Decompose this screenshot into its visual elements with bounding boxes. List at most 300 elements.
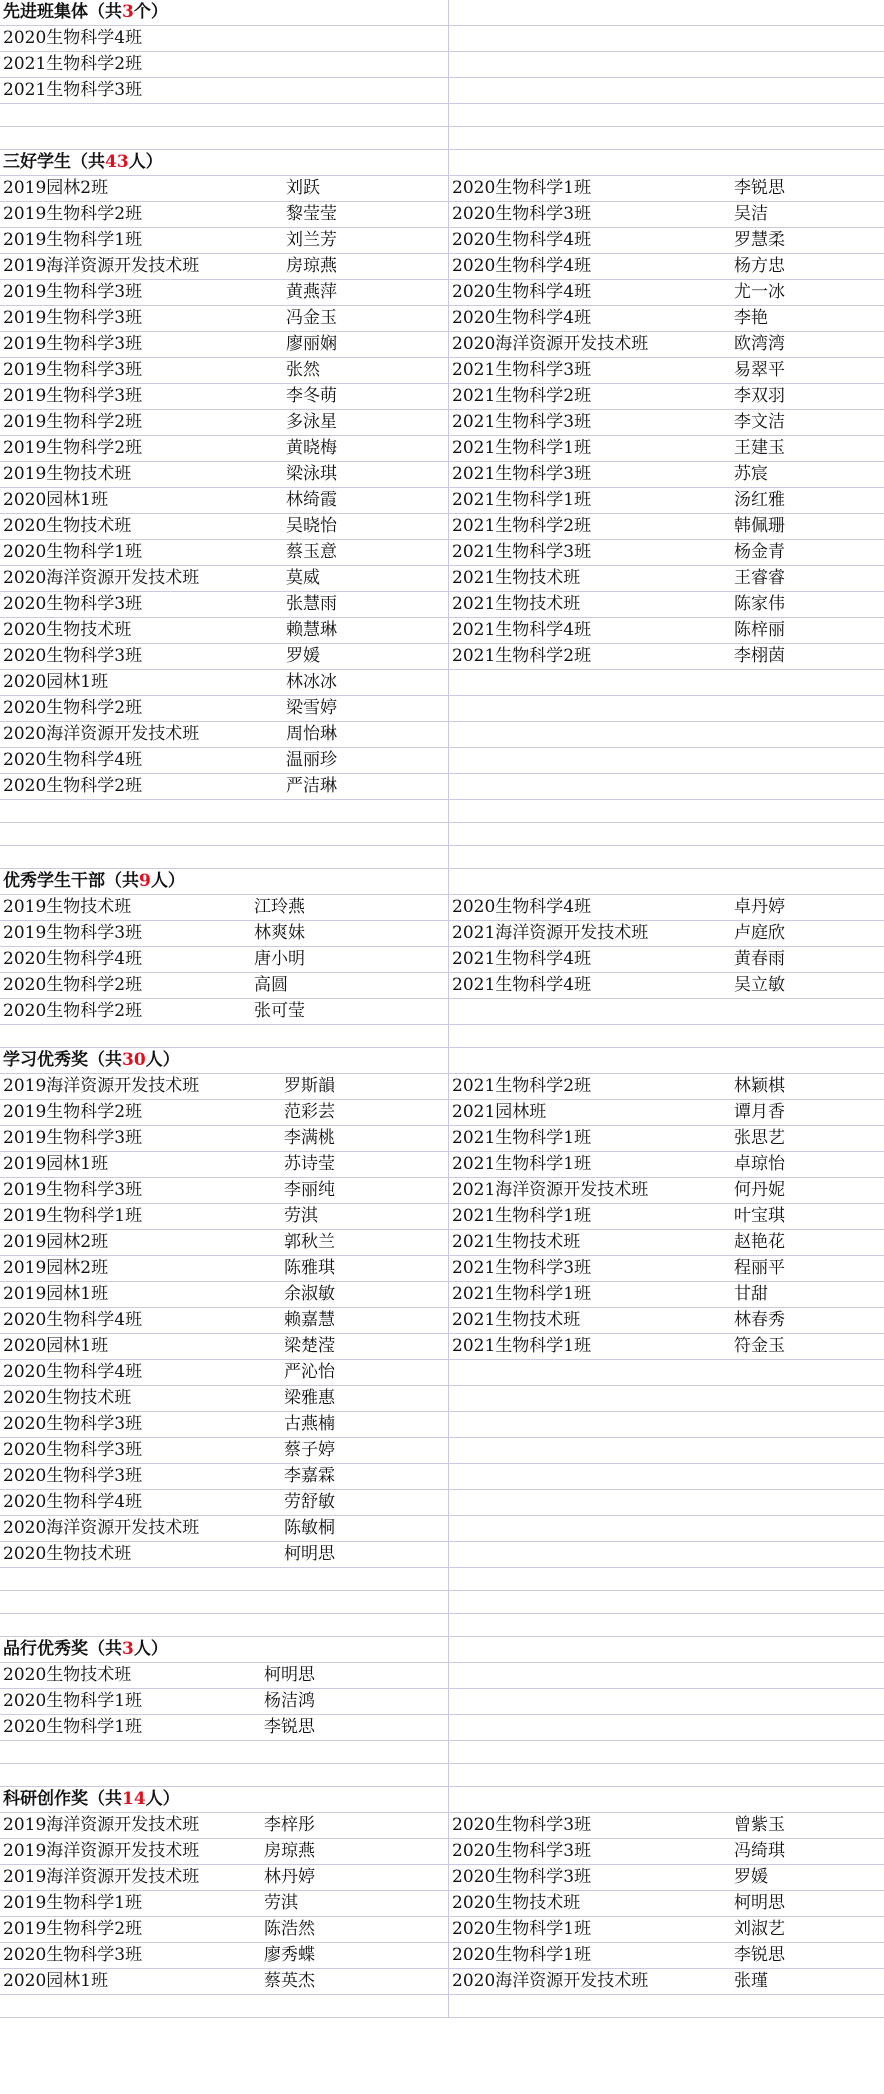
heading-text: 人） bbox=[128, 152, 163, 172]
student-name-cell: 李艳 bbox=[734, 308, 768, 328]
section-title-advanced-class bbox=[3, 0, 168, 25]
class-name-cell: 2019生物科学3班 bbox=[3, 360, 143, 380]
class-name-cell: 2019生物科学2班 bbox=[3, 1102, 143, 1122]
student-name-cell: 吴晓怡 bbox=[286, 516, 337, 536]
student-name-cell: 梁雪婷 bbox=[286, 698, 337, 718]
class-name-cell: 2020海洋资源开发技术班 bbox=[3, 568, 200, 588]
sheet-row bbox=[0, 1204, 884, 1230]
student-name-cell: 房琼燕 bbox=[286, 256, 337, 276]
sheet-row bbox=[0, 1891, 884, 1917]
student-name-cell: 黄燕萍 bbox=[286, 282, 337, 302]
section-title-conduct-award bbox=[3, 1637, 168, 1662]
heading-count: 14 bbox=[122, 1789, 146, 1809]
student-name-cell: 王建玉 bbox=[734, 438, 785, 458]
class-name-cell: 2019园林2班 bbox=[3, 1258, 109, 1278]
class-name-cell: 2021生物科学3班 bbox=[452, 1258, 592, 1278]
sheet-row bbox=[0, 644, 884, 670]
class-name-cell: 2021生物科学3班 bbox=[452, 412, 592, 432]
class-name-cell: 2019海洋资源开发技术班 bbox=[3, 1867, 200, 1887]
heading-text: 优秀学生干部（共 bbox=[3, 871, 139, 891]
class-name-cell: 2019生物科学3班 bbox=[3, 1128, 143, 1148]
class-name-cell: 2019生物科学3班 bbox=[3, 334, 143, 354]
class-name-cell: 2020生物科学3班 bbox=[452, 1815, 592, 1835]
class-name-cell: 2021生物科学2班 bbox=[452, 1076, 592, 1096]
class-name-cell: 2020园林1班 bbox=[3, 1336, 109, 1356]
student-name-cell: 苏诗莹 bbox=[284, 1154, 335, 1174]
class-name-cell: 2020生物科学3班 bbox=[3, 594, 143, 614]
student-name-cell: 赖慧琳 bbox=[286, 620, 337, 640]
sheet-row bbox=[0, 78, 884, 104]
sheet-row bbox=[0, 1100, 884, 1126]
sheet-row bbox=[0, 999, 884, 1025]
class-name-cell: 2021生物科学3班 bbox=[452, 542, 592, 562]
class-name-cell: 2019生物技术班 bbox=[3, 464, 132, 484]
student-name-cell: 林冰冰 bbox=[286, 672, 337, 692]
class-name-cell: 2020生物科学4班 bbox=[452, 897, 592, 917]
class-name-cell: 2020生物技术班 bbox=[3, 1388, 132, 1408]
sheet-row bbox=[0, 26, 884, 52]
class-name-cell: 2020生物科学1班 bbox=[452, 178, 592, 198]
student-name-cell: 陈雅琪 bbox=[284, 1258, 335, 1278]
class-name-cell: 2020生物科学2班 bbox=[3, 776, 143, 796]
sheet-row bbox=[0, 1412, 884, 1438]
student-name-cell: 张慧雨 bbox=[286, 594, 337, 614]
sheet-row bbox=[0, 514, 884, 540]
class-name-cell: 2021生物科学1班 bbox=[452, 490, 592, 510]
student-name-cell: 刘淑艺 bbox=[734, 1919, 785, 1939]
student-name-cell: 赵艳花 bbox=[734, 1232, 785, 1252]
class-name-cell: 2020生物科学4班 bbox=[3, 28, 143, 48]
student-name-cell: 陈敏桐 bbox=[284, 1518, 335, 1538]
student-name-cell: 易翠平 bbox=[734, 360, 785, 380]
sheet-row bbox=[0, 1256, 884, 1282]
student-name-cell: 林爽妹 bbox=[254, 923, 305, 943]
student-name-cell: 劳舒敏 bbox=[284, 1492, 335, 1512]
student-name-cell: 柯明思 bbox=[284, 1544, 335, 1564]
class-name-cell: 2020生物科学1班 bbox=[3, 542, 143, 562]
student-name-cell: 罗媛 bbox=[734, 1867, 768, 1887]
student-name-cell: 江玲燕 bbox=[254, 897, 305, 917]
sheet-row bbox=[0, 921, 884, 947]
sheet-row bbox=[0, 176, 884, 202]
sheet-row bbox=[0, 1591, 884, 1614]
sheet-row bbox=[0, 1741, 884, 1764]
class-name-cell: 2019生物科学2班 bbox=[3, 1919, 143, 1939]
sheet-row bbox=[0, 722, 884, 748]
class-name-cell: 2020园林1班 bbox=[3, 1971, 109, 1991]
sheet-row bbox=[0, 670, 884, 696]
sheet-row bbox=[0, 1865, 884, 1891]
class-name-cell: 2021生物科学2班 bbox=[3, 54, 143, 74]
class-name-cell: 2019生物科学3班 bbox=[3, 308, 143, 328]
section-heading-row bbox=[0, 869, 884, 895]
sheet-row bbox=[0, 1360, 884, 1386]
student-name-cell: 罗媛 bbox=[286, 646, 320, 666]
sheet-row bbox=[0, 436, 884, 462]
class-name-cell: 2021生物科学3班 bbox=[3, 80, 143, 100]
section-heading-row bbox=[0, 1637, 884, 1663]
student-name-cell: 多泳星 bbox=[286, 412, 337, 432]
sheet-row bbox=[0, 1490, 884, 1516]
sheet-row bbox=[0, 202, 884, 228]
class-name-cell: 2021生物科学3班 bbox=[452, 464, 592, 484]
class-name-cell: 2019生物科学2班 bbox=[3, 412, 143, 432]
student-name-cell: 范彩芸 bbox=[284, 1102, 335, 1122]
sheet-row bbox=[0, 1839, 884, 1865]
sheet-row bbox=[0, 1663, 884, 1689]
student-name-cell: 杨金青 bbox=[734, 542, 785, 562]
student-name-cell: 苏宸 bbox=[734, 464, 768, 484]
sheet-row bbox=[0, 1230, 884, 1256]
student-name-cell: 张可莹 bbox=[254, 1001, 305, 1021]
student-name-cell: 温丽珍 bbox=[286, 750, 337, 770]
student-name-cell: 卓丹婷 bbox=[734, 897, 785, 917]
student-name-cell: 廖丽娴 bbox=[286, 334, 337, 354]
student-name-cell: 李丽纯 bbox=[284, 1180, 335, 1200]
sheet-row bbox=[0, 1689, 884, 1715]
student-name-cell: 甘甜 bbox=[734, 1284, 768, 1304]
sheet-row bbox=[0, 254, 884, 280]
sheet-row bbox=[0, 1614, 884, 1637]
student-name-cell: 蔡英杰 bbox=[264, 1971, 315, 1991]
class-name-cell: 2020生物科学1班 bbox=[3, 1691, 143, 1711]
class-name-cell: 2020海洋资源开发技术班 bbox=[3, 1518, 200, 1538]
class-name-cell: 2020生物科学4班 bbox=[452, 308, 592, 328]
class-name-cell: 2021生物技术班 bbox=[452, 568, 581, 588]
student-name-cell: 严沁怡 bbox=[284, 1362, 335, 1382]
sheet-row bbox=[0, 384, 884, 410]
class-name-cell: 2021生物科学4班 bbox=[452, 975, 592, 995]
class-name-cell: 2021生物科学1班 bbox=[452, 438, 592, 458]
sheet-row bbox=[0, 280, 884, 306]
heading-text: 人） bbox=[145, 1050, 180, 1070]
student-name-cell: 林绮霞 bbox=[286, 490, 337, 510]
sheet-row bbox=[0, 566, 884, 592]
class-name-cell: 2021生物科学2班 bbox=[452, 386, 592, 406]
student-name-cell: 黄晓梅 bbox=[286, 438, 337, 458]
student-name-cell: 冯绮琪 bbox=[734, 1841, 785, 1861]
sheet-row bbox=[0, 1178, 884, 1204]
student-name-cell: 李文洁 bbox=[734, 412, 785, 432]
heading-count: 30 bbox=[122, 1050, 146, 1070]
class-name-cell: 2020生物科学3班 bbox=[3, 1945, 143, 1965]
section-heading-row bbox=[0, 1048, 884, 1074]
sheet-row bbox=[0, 358, 884, 384]
class-name-cell: 2021生物科学4班 bbox=[452, 949, 592, 969]
student-name-cell: 林颖棋 bbox=[734, 1076, 785, 1096]
heading-text: 人） bbox=[145, 1789, 180, 1809]
class-name-cell: 2021生物科学1班 bbox=[452, 1336, 592, 1356]
student-name-cell: 劳淇 bbox=[264, 1893, 298, 1913]
class-name-cell: 2020生物科学4班 bbox=[3, 1362, 143, 1382]
student-name-cell: 李满桃 bbox=[284, 1128, 335, 1148]
class-name-cell: 2020生物科学2班 bbox=[3, 1001, 143, 1021]
student-name-cell: 符金玉 bbox=[734, 1336, 785, 1356]
sheet-row bbox=[0, 104, 884, 127]
student-name-cell: 冯金玉 bbox=[286, 308, 337, 328]
section-title-three-good-students bbox=[3, 150, 163, 175]
student-name-cell: 陈家伟 bbox=[734, 594, 785, 614]
class-name-cell: 2021生物科学1班 bbox=[452, 1206, 592, 1226]
heading-text: 科研创作奖（共 bbox=[3, 1789, 122, 1809]
student-name-cell: 黄春雨 bbox=[734, 949, 785, 969]
sheet-row bbox=[0, 1025, 884, 1048]
sheet-row bbox=[0, 696, 884, 722]
sheet-row bbox=[0, 618, 884, 644]
class-name-cell: 2019海洋资源开发技术班 bbox=[3, 1841, 200, 1861]
section-title-research-award bbox=[3, 1787, 180, 1812]
student-name-cell: 刘跃 bbox=[286, 178, 320, 198]
class-name-cell: 2020海洋资源开发技术班 bbox=[452, 334, 649, 354]
sheet-row bbox=[0, 895, 884, 921]
sheet-row bbox=[0, 462, 884, 488]
class-name-cell: 2020生物科学2班 bbox=[3, 698, 143, 718]
class-name-cell: 2020生物技术班 bbox=[3, 1665, 132, 1685]
student-name-cell: 黎莹莹 bbox=[286, 204, 337, 224]
student-name-cell: 卓琼怡 bbox=[734, 1154, 785, 1174]
class-name-cell: 2020生物科学3班 bbox=[452, 204, 592, 224]
student-name-cell: 李锐思 bbox=[734, 1945, 785, 1965]
student-name-cell: 张瑾 bbox=[734, 1971, 768, 1991]
heading-text: 人） bbox=[133, 1639, 168, 1659]
student-name-cell: 梁雅惠 bbox=[284, 1388, 335, 1408]
student-name-cell: 汤红雅 bbox=[734, 490, 785, 510]
class-name-cell: 2021海洋资源开发技术班 bbox=[452, 1180, 649, 1200]
student-name-cell: 陈梓丽 bbox=[734, 620, 785, 640]
class-name-cell: 2019生物科学1班 bbox=[3, 1206, 143, 1226]
student-name-cell: 莫威 bbox=[286, 568, 320, 588]
student-name-cell: 韩佩珊 bbox=[734, 516, 785, 536]
student-name-cell: 林春秀 bbox=[734, 1310, 785, 1330]
student-name-cell: 赖嘉慧 bbox=[284, 1310, 335, 1330]
sheet-row bbox=[0, 748, 884, 774]
sheet-row bbox=[0, 1386, 884, 1412]
student-name-cell: 廖秀蝶 bbox=[264, 1945, 315, 1965]
heading-text: 先进班集体（共 bbox=[3, 2, 122, 22]
class-name-cell: 2020海洋资源开发技术班 bbox=[452, 1971, 649, 1991]
class-name-cell: 2021园林班 bbox=[452, 1102, 547, 1122]
class-name-cell: 2020生物科学3班 bbox=[3, 1466, 143, 1486]
student-name-cell: 蔡玉意 bbox=[286, 542, 337, 562]
class-name-cell: 2020生物科学4班 bbox=[3, 750, 143, 770]
class-name-cell: 2021生物科学1班 bbox=[452, 1154, 592, 1174]
class-name-cell: 2020生物科学3班 bbox=[3, 1414, 143, 1434]
class-name-cell: 2020生物科学4班 bbox=[3, 1310, 143, 1330]
student-name-cell: 严洁琳 bbox=[286, 776, 337, 796]
student-name-cell: 叶宝琪 bbox=[734, 1206, 785, 1226]
sheet-row bbox=[0, 1969, 884, 1995]
class-name-cell: 2020生物科学1班 bbox=[452, 1945, 592, 1965]
class-name-cell: 2020生物技术班 bbox=[3, 620, 132, 640]
class-name-cell: 2020园林1班 bbox=[3, 672, 109, 692]
student-name-cell: 王睿睿 bbox=[734, 568, 785, 588]
sheet-row bbox=[0, 410, 884, 436]
student-name-cell: 劳淇 bbox=[284, 1206, 318, 1226]
class-name-cell: 2020生物科学3班 bbox=[3, 646, 143, 666]
class-name-cell: 2021海洋资源开发技术班 bbox=[452, 923, 649, 943]
class-name-cell: 2019生物科学1班 bbox=[3, 1893, 143, 1913]
student-name-cell: 柯明思 bbox=[264, 1665, 315, 1685]
class-name-cell: 2020生物科学3班 bbox=[452, 1867, 592, 1887]
sheet-row bbox=[0, 52, 884, 78]
class-name-cell: 2019园林1班 bbox=[3, 1284, 109, 1304]
class-name-cell: 2020生物科学1班 bbox=[452, 1919, 592, 1939]
class-name-cell: 2020生物科学4班 bbox=[452, 256, 592, 276]
sheet-row bbox=[0, 846, 884, 869]
class-name-cell: 2020生物科学1班 bbox=[3, 1717, 143, 1737]
student-name-cell: 欧湾湾 bbox=[734, 334, 785, 354]
class-name-cell: 2020生物技术班 bbox=[452, 1893, 581, 1913]
sheet-row bbox=[0, 973, 884, 999]
class-name-cell: 2019海洋资源开发技术班 bbox=[3, 256, 200, 276]
class-name-cell: 2020生物科学4班 bbox=[3, 1492, 143, 1512]
class-name-cell: 2019生物科学1班 bbox=[3, 230, 143, 250]
sheet-row bbox=[0, 592, 884, 618]
class-name-cell: 2020生物科学3班 bbox=[452, 1841, 592, 1861]
class-name-cell: 2020生物技术班 bbox=[3, 1544, 132, 1564]
student-name-cell: 尤一冰 bbox=[734, 282, 785, 302]
class-name-cell: 2019生物科学3班 bbox=[3, 282, 143, 302]
heading-text: 学习优秀奖（共 bbox=[3, 1050, 122, 1070]
sheet-row bbox=[0, 1516, 884, 1542]
student-name-cell: 郭秋兰 bbox=[284, 1232, 335, 1252]
section-heading-row bbox=[0, 150, 884, 176]
heading-text: 品行优秀奖（共 bbox=[3, 1639, 122, 1659]
sheet-row bbox=[0, 540, 884, 566]
class-name-cell: 2020生物科学4班 bbox=[452, 230, 592, 250]
class-name-cell: 2019生物科学2班 bbox=[3, 438, 143, 458]
heading-count: 9 bbox=[139, 871, 151, 891]
class-name-cell: 2021生物科学1班 bbox=[452, 1284, 592, 1304]
sheet-row bbox=[0, 947, 884, 973]
sheet-row bbox=[0, 1943, 884, 1969]
sheet-row bbox=[0, 1308, 884, 1334]
sheet-row bbox=[0, 1074, 884, 1100]
sheet-row bbox=[0, 228, 884, 254]
student-name-cell: 吴立敏 bbox=[734, 975, 785, 995]
heading-text: 三好学生（共 bbox=[3, 152, 105, 172]
class-name-cell: 2019园林2班 bbox=[3, 178, 109, 198]
class-name-cell: 2019园林2班 bbox=[3, 1232, 109, 1252]
sheet-row bbox=[0, 1438, 884, 1464]
student-name-cell: 曾紫玉 bbox=[734, 1815, 785, 1835]
class-name-cell: 2019生物科学3班 bbox=[3, 1180, 143, 1200]
student-name-cell: 杨方忠 bbox=[734, 256, 785, 276]
student-name-cell: 梁楚滢 bbox=[284, 1336, 335, 1356]
class-name-cell: 2020园林1班 bbox=[3, 490, 109, 510]
student-name-cell: 周怡琳 bbox=[286, 724, 337, 744]
sheet-row bbox=[0, 1995, 884, 2018]
student-name-cell: 柯明思 bbox=[734, 1893, 785, 1913]
class-name-cell: 2019生物技术班 bbox=[3, 897, 132, 917]
student-name-cell: 张思艺 bbox=[734, 1128, 785, 1148]
student-name-cell: 卢庭欣 bbox=[734, 923, 785, 943]
student-name-cell: 余淑敏 bbox=[284, 1284, 335, 1304]
class-name-cell: 2020生物科学4班 bbox=[452, 282, 592, 302]
heading-count: 3 bbox=[122, 1639, 134, 1659]
student-name-cell: 唐小明 bbox=[254, 949, 305, 969]
class-name-cell: 2021生物科学2班 bbox=[452, 516, 592, 536]
sheet-row bbox=[0, 1282, 884, 1308]
heading-text: 人） bbox=[150, 871, 185, 891]
class-name-cell: 2019海洋资源开发技术班 bbox=[3, 1815, 200, 1835]
class-name-cell: 2019园林1班 bbox=[3, 1154, 109, 1174]
sheet-row bbox=[0, 1917, 884, 1943]
student-name-cell: 刘兰芳 bbox=[286, 230, 337, 250]
class-name-cell: 2020生物科学3班 bbox=[3, 1440, 143, 1460]
heading-text: 个） bbox=[133, 2, 168, 22]
sheet-row bbox=[0, 1152, 884, 1178]
sheet-row bbox=[0, 774, 884, 800]
student-name-cell: 何丹妮 bbox=[734, 1180, 785, 1200]
student-name-cell: 李梓彤 bbox=[264, 1815, 315, 1835]
student-name-cell: 李锐思 bbox=[734, 178, 785, 198]
student-name-cell: 吴洁 bbox=[734, 204, 768, 224]
class-name-cell: 2021生物技术班 bbox=[452, 1310, 581, 1330]
class-name-cell: 2021生物科学3班 bbox=[452, 360, 592, 380]
class-name-cell: 2020生物技术班 bbox=[3, 516, 132, 536]
student-name-cell: 蔡子婷 bbox=[284, 1440, 335, 1460]
student-name-cell: 梁泳琪 bbox=[286, 464, 337, 484]
sheet-row bbox=[0, 306, 884, 332]
section-title-excellent-cadres bbox=[3, 869, 185, 894]
student-name-cell: 高圆 bbox=[254, 975, 288, 995]
class-name-cell: 2019生物科学3班 bbox=[3, 923, 143, 943]
sheet-row bbox=[0, 1764, 884, 1787]
class-name-cell: 2021生物技术班 bbox=[452, 1232, 581, 1252]
student-name-cell: 张然 bbox=[286, 360, 320, 380]
class-name-cell: 2021生物科学4班 bbox=[452, 620, 592, 640]
sheet-row bbox=[0, 1126, 884, 1152]
sheet-row bbox=[0, 800, 884, 823]
section-heading-row bbox=[0, 1787, 884, 1813]
sheet-row bbox=[0, 1464, 884, 1490]
student-name-cell: 谭月香 bbox=[734, 1102, 785, 1122]
sheet-row bbox=[0, 823, 884, 846]
heading-count: 3 bbox=[122, 2, 134, 22]
student-name-cell: 程丽平 bbox=[734, 1258, 785, 1278]
student-name-cell: 李冬萌 bbox=[286, 386, 337, 406]
sheet-row bbox=[0, 332, 884, 358]
student-name-cell: 杨洁鸿 bbox=[264, 1691, 315, 1711]
class-name-cell: 2021生物科学1班 bbox=[452, 1128, 592, 1148]
class-name-cell: 2020生物科学2班 bbox=[3, 975, 143, 995]
heading-count: 43 bbox=[105, 152, 129, 172]
student-name-cell: 李嘉霖 bbox=[284, 1466, 335, 1486]
sheet-row bbox=[0, 1568, 884, 1591]
class-name-cell: 2021生物技术班 bbox=[452, 594, 581, 614]
class-name-cell: 2020生物科学4班 bbox=[3, 949, 143, 969]
student-name-cell: 李栩茵 bbox=[734, 646, 785, 666]
sheet-row bbox=[0, 1334, 884, 1360]
student-name-cell: 李双羽 bbox=[734, 386, 785, 406]
sheet-row bbox=[0, 488, 884, 514]
section-heading-row bbox=[0, 0, 884, 26]
class-name-cell: 2021生物科学2班 bbox=[452, 646, 592, 666]
student-name-cell: 李锐思 bbox=[264, 1717, 315, 1737]
class-name-cell: 2019海洋资源开发技术班 bbox=[3, 1076, 200, 1096]
sheet-row bbox=[0, 1542, 884, 1568]
student-name-cell: 古燕楠 bbox=[284, 1414, 335, 1434]
sheet-row bbox=[0, 1813, 884, 1839]
sheet-row bbox=[0, 1715, 884, 1741]
sheet-row bbox=[0, 127, 884, 150]
student-name-cell: 陈浩然 bbox=[264, 1919, 315, 1939]
class-name-cell: 2019生物科学2班 bbox=[3, 204, 143, 224]
student-name-cell: 罗斯韻 bbox=[284, 1076, 335, 1096]
class-name-cell: 2019生物科学3班 bbox=[3, 386, 143, 406]
student-name-cell: 林丹婷 bbox=[264, 1867, 315, 1887]
